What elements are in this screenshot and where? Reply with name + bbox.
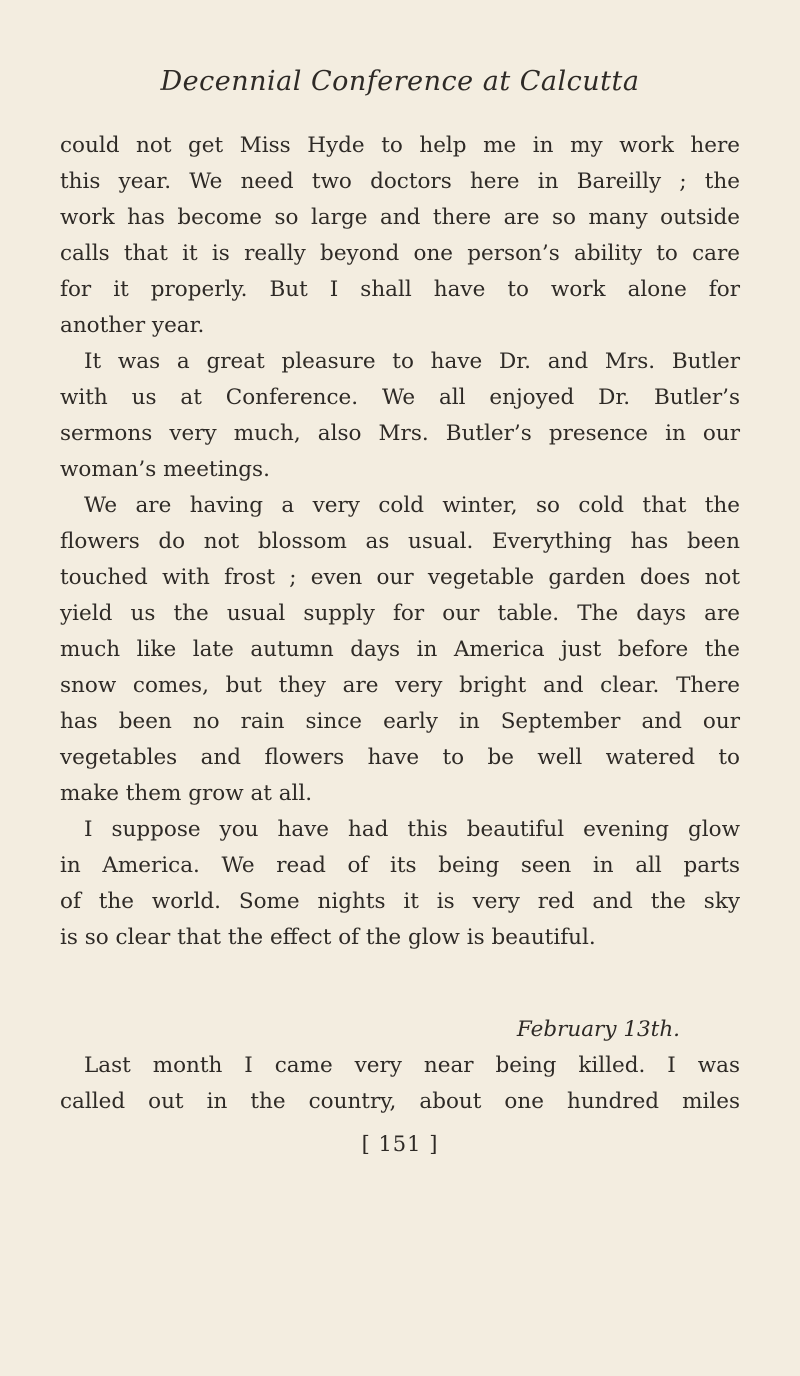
text-line: yield us the usual supply for our table. The days are: [60, 601, 740, 626]
text-line: this year. We need two doctors here in Bareilly ; the: [60, 169, 740, 194]
text-line: touched with frost ; even our vegetable garden does not: [60, 565, 740, 590]
paragraph: [60, 344, 740, 488]
text-line: much like late autumn days in America just before the: [60, 637, 740, 662]
paragraph: [60, 128, 740, 344]
text-line: vegetables and flowers have to be well watered to: [60, 745, 740, 770]
text-line: Last month I came very near being killed. I was: [84, 1053, 740, 1078]
text-line: another year.: [60, 313, 205, 338]
text-line: of the world. Some nights it is very red and the sky: [60, 889, 740, 914]
paragraph: [60, 1048, 740, 1120]
text-line: is so clear that the effect of the glow is beautiful.: [60, 925, 596, 950]
text-line: sermons very much, also Mrs. Butler’s presence in our: [60, 421, 740, 446]
text-line: make them grow at all.: [60, 781, 313, 806]
dateline: February 13th.: [516, 1017, 680, 1042]
text-line: work has become so large and there are so many outside: [60, 205, 740, 230]
section-spacer: [60, 956, 740, 1012]
text-line: could not get Miss Hyde to help me in my work here: [60, 133, 740, 158]
text-line: has been no rain since early in September and our: [60, 709, 740, 734]
text-line: with us at Conference. We all enjoyed Dr. Butler’s: [60, 385, 740, 410]
text-line: called out in the country, about one hundred miles: [60, 1089, 740, 1114]
text-line: flowers do not blossom as usual. Everything has been: [60, 529, 740, 554]
page-number: [ 151 ]: [361, 1132, 439, 1156]
paragraph: [60, 488, 740, 812]
text-line: snow comes, but they are very bright and clear. There: [60, 673, 740, 698]
paragraph: [60, 812, 740, 956]
text-line: in America. We read of its being seen in all parts: [60, 853, 740, 878]
text-line: calls that it is really beyond one person’s ability to care: [60, 241, 740, 266]
text-line: woman’s meetings.: [60, 457, 270, 482]
text-line: I suppose you have had this beautiful evening glow: [84, 817, 740, 842]
body-text: [60, 128, 740, 1120]
text-line: It was a great pleasure to have Dr. and Mrs. Butler: [84, 349, 740, 374]
text-line: We are having a very cold winter, so cold that the: [84, 493, 740, 518]
text-line: for it properly. But I shall have to work alone for: [60, 277, 740, 302]
running-head: Decennial Conference at Calcutta: [160, 66, 640, 97]
